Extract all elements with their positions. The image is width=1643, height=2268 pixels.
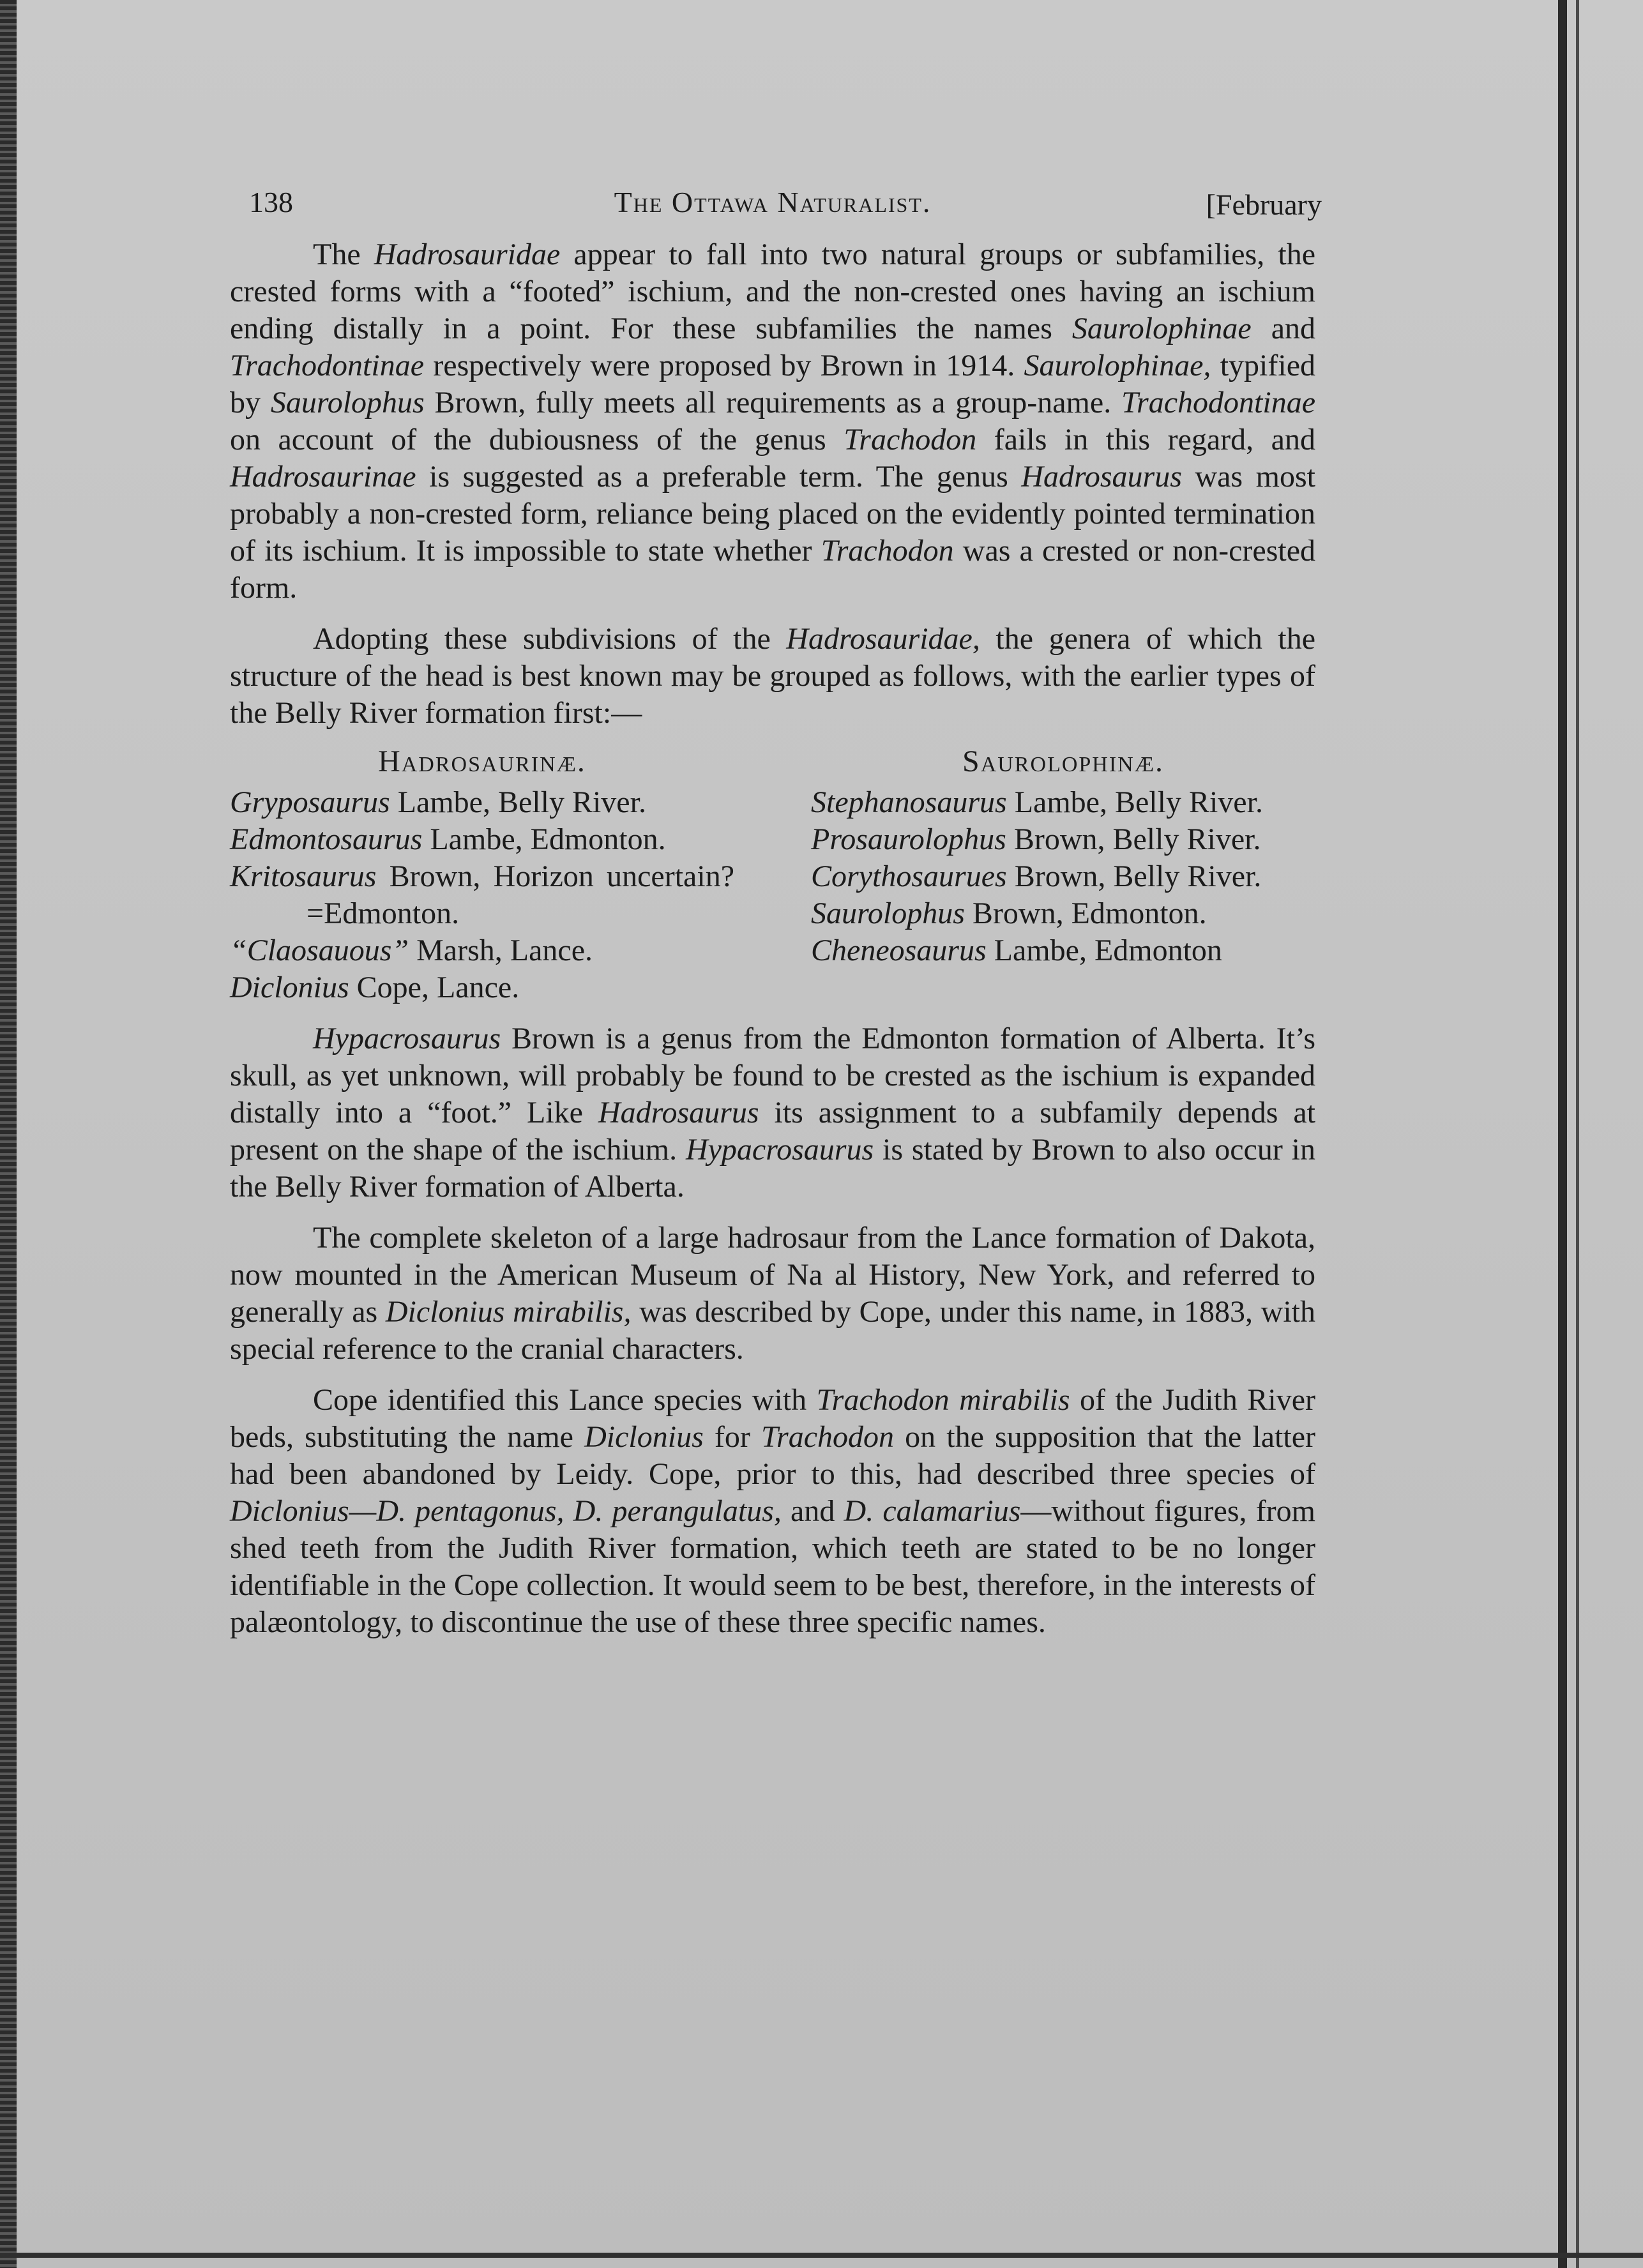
italic-text: Diclonius: [230, 971, 349, 1004]
text-run: on the supposition that the latter had been abandoned by Leidy. Cope, prior to this, had described three species of: [230, 1420, 1315, 1491]
italic-text: Trachodon: [761, 1420, 895, 1454]
genus-entry: [811, 932, 1315, 969]
italic-text: Hypacrosaurus: [313, 1022, 501, 1055]
group-heading: Saurolophinæ.: [962, 745, 1164, 778]
italic-text: Diclonius—D. pentagonus, D. perangulatus,: [230, 1494, 782, 1528]
genus-entry: [230, 969, 734, 1006]
genus-entry: [811, 821, 1315, 858]
text-run: and: [781, 1494, 844, 1528]
paragraph: [230, 236, 1315, 607]
text-run: the genera of which the structure of the head is best known may be grouped as follows, with the earlier types of the Belly River formation first:—: [230, 622, 1315, 730]
text-run: was most probably a non-crested form, reliance being placed on the evidently pointed termination of its ischium. It is impossible to state whether: [230, 460, 1315, 568]
text-run: is suggested as a preferable term. The genus: [416, 460, 1022, 494]
italic-text: Saurolophus: [270, 386, 425, 420]
text-run: The complete skeleton of a large hadrosaur from the Lance formation of Dakota, now mounted in the American Museum of Na al History, New York, and referred to generally as: [230, 1221, 1315, 1329]
genus-entry: [230, 821, 734, 858]
italic-text: Cheneosaurus: [811, 934, 987, 967]
text-run: Brown, fully meets all requirements as a group-name.: [424, 386, 1121, 420]
text-run: —without figures, from shed teeth from the Judith River formation, which teeth are stated to be no longer identifiable in the Cope collection. It would seem to be best, therefore, in the interests of palæontology, to discontinue the use of these three specific names.: [230, 1494, 1315, 1639]
italic-text: Hadrosauridae: [374, 238, 561, 271]
genus-entry: [230, 784, 734, 821]
journal-title: The Ottawa Naturalist.: [614, 186, 932, 218]
group-hadrosaurinae: [230, 743, 734, 1006]
left-binding-edge: [0, 0, 17, 2268]
genus-entry: [811, 895, 1315, 932]
text-run: and: [1251, 312, 1315, 345]
text-run: Lambe, Belly River.: [390, 785, 646, 819]
text-run: on account of the dubiousness of the genus: [230, 423, 844, 457]
text-run: Adopting these subdivisions of the: [313, 622, 787, 656]
issue-month: [February: [1206, 188, 1322, 221]
italic-text: Hadrosaurinae: [230, 460, 416, 494]
text-run: Brown, Belly River.: [1006, 859, 1262, 893]
bottom-border-rule: [0, 2253, 1643, 2258]
italic-text: Hypacrosaurus: [685, 1133, 874, 1167]
text-run: fails in this regard, and: [976, 423, 1315, 457]
italic-text: Trachodontinae: [1121, 386, 1316, 420]
text-run: Lambe, Edmonton: [986, 934, 1222, 967]
right-border-rule-thin: [1576, 0, 1579, 2268]
italic-text: Trachodontinae: [230, 349, 425, 382]
italic-text: Kritosaurus: [230, 859, 377, 893]
text-run: was described by Cope, under this name, in 1883, with special reference to the cranial characters.: [230, 1295, 1315, 1366]
text-run: its assignment to a subfamily depends at present on the shape of the ischium.: [230, 1096, 1316, 1167]
text-run: for: [703, 1420, 761, 1454]
group-heading: Hadrosaurinæ.: [378, 745, 586, 778]
italic-text: Saurolophus: [811, 896, 965, 930]
running-head: [230, 185, 1322, 236]
italic-text: Hadrosaurus: [1021, 460, 1182, 494]
text-run: was a crested or non-crested form.: [230, 534, 1316, 605]
italic-text: Diclonius: [584, 1420, 704, 1454]
italic-text: Trachodon: [821, 534, 954, 568]
italic-text: Saurolophinae,: [1024, 349, 1211, 382]
genus-entry: [811, 784, 1315, 821]
page-content: [230, 185, 1322, 1641]
paragraph: [230, 1020, 1315, 1206]
paragraph: [230, 621, 1315, 732]
text-run: of the Judith River beds, substituting the name: [230, 1383, 1315, 1454]
text-run: respectively were proposed by Brown in 1914.: [424, 349, 1024, 382]
text-run: appear to fall into two natural groups or subfamilies, the crested forms with a “footed” ischium, and the non-crested ones having an ischium ending distally in a point. For these subfamilies the names: [230, 238, 1316, 345]
italic-text: Prosaurolophus: [811, 822, 1006, 856]
text-run: Lambe, Edmonton.: [422, 822, 666, 856]
italic-text: Trachodon mirabilis: [816, 1383, 1070, 1417]
genus-entry: [230, 858, 734, 932]
text-run: Brown, Belly River.: [1006, 822, 1261, 856]
genus-entry: [811, 858, 1315, 895]
italic-text: D. calamarius: [844, 1494, 1021, 1528]
italic-text: Trachodon: [844, 423, 977, 457]
italic-text: “Claosauous”: [230, 934, 409, 967]
paragraph: [230, 1382, 1315, 1641]
text-run: Lambe, Belly River.: [1006, 785, 1263, 819]
text-run: The: [313, 238, 374, 271]
text-run: Brown is a genus from the Edmonton formation of Alberta. It’s skull, as yet unknown, will probably be found to be crested as the ischium is expanded distally into a “foot.” Like: [230, 1022, 1315, 1130]
text-run: Cope, Lance.: [349, 971, 520, 1004]
group-saurolophinae: [811, 743, 1315, 1006]
text-run: Brown, Edmonton.: [964, 896, 1207, 930]
italic-text: Diclonius mirabilis,: [385, 1295, 632, 1329]
italic-text: Corythosaurues: [811, 859, 1007, 893]
paragraph: [230, 1220, 1315, 1368]
page-number: 138: [249, 186, 293, 218]
text-run: Brown, Horizon uncertain?=Edmonton.: [307, 859, 734, 930]
text-run: Marsh, Lance.: [409, 934, 593, 967]
spacer: [230, 1006, 1315, 1020]
italic-text: Edmontosaurus: [230, 822, 423, 856]
italic-text: Saurolophinae: [1071, 312, 1252, 345]
italic-text: Gryposaurus: [230, 785, 390, 819]
text-run: typified by: [230, 349, 1316, 420]
italic-text: Hadrosaurus: [598, 1096, 759, 1130]
text-run: is stated by Brown to also occur in the Belly River formation of Alberta.: [230, 1133, 1316, 1204]
text-run: Cope identified this Lance species with: [313, 1383, 817, 1417]
italic-text: Hadrosauridae,: [786, 622, 980, 656]
italic-text: Stephanosaurus: [811, 785, 1007, 819]
genera-table: [230, 743, 1315, 1006]
genus-entry: [230, 932, 734, 969]
right-border-rule: [1558, 0, 1567, 2268]
